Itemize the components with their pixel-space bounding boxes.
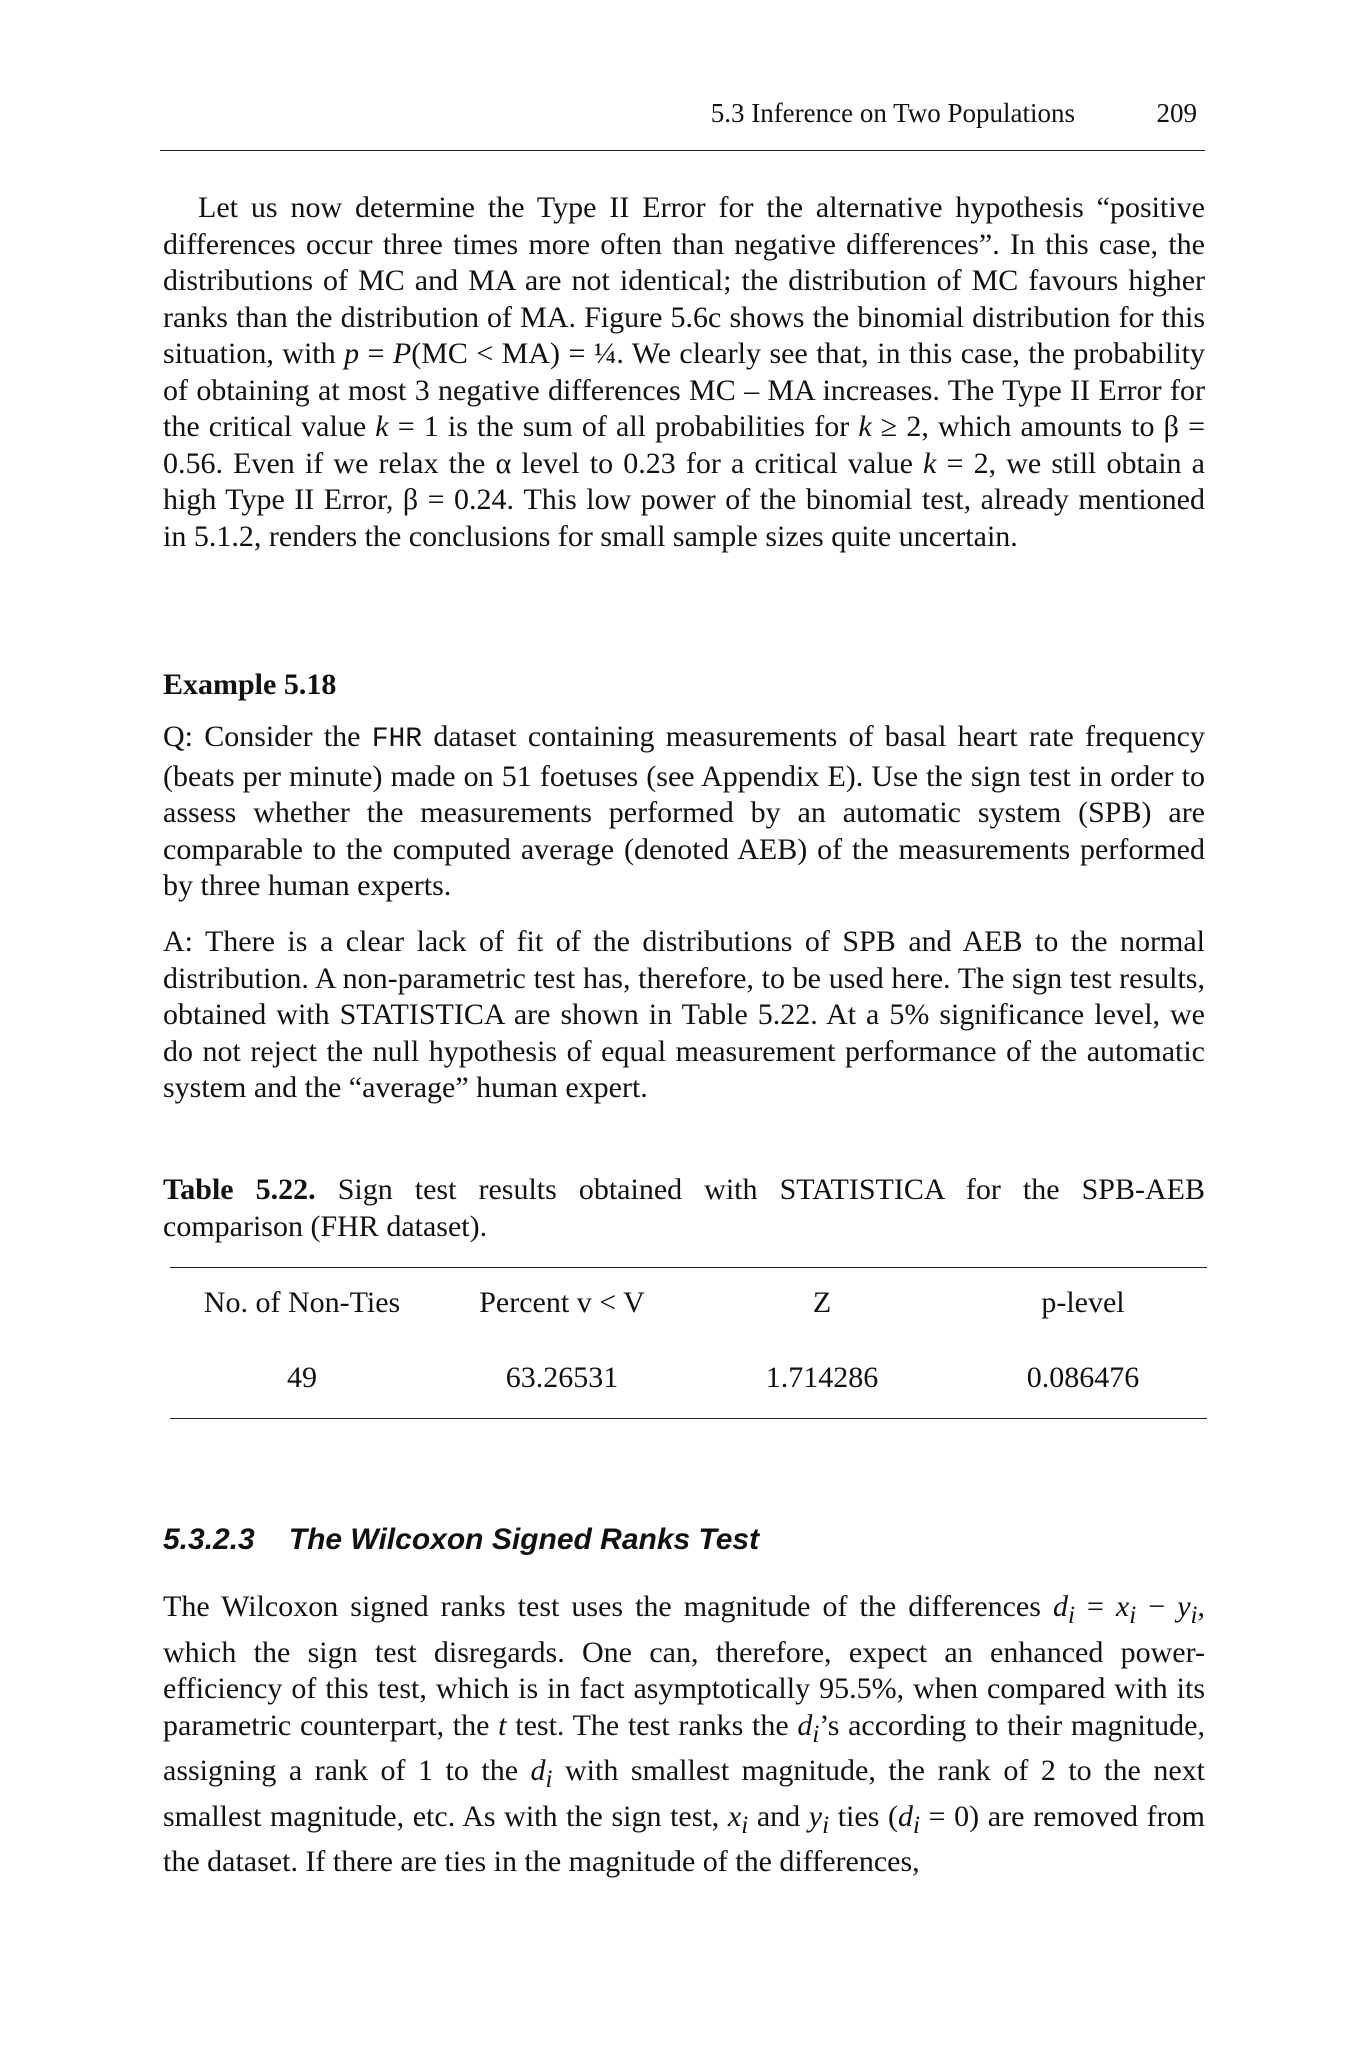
table-caption: Table 5.22. Sign test results obtained with STATISTICA for the SPB-AEB comparison (FHR dataset). <box>163 1173 1205 1243</box>
example-title: Example 5.18 <box>163 668 337 701</box>
dataset-name: FHR <box>371 724 423 755</box>
table-header-cell: Percent v < V <box>479 1286 645 1319</box>
running-header <box>160 98 1205 151</box>
running-title: 5.3 Inference on Two Populations <box>710 98 1075 128</box>
table-cell: 63.26531 <box>505 1361 619 1394</box>
table-header-cell: Z <box>812 1286 832 1319</box>
section-title: The Wilcoxon Signed Ranks Test <box>288 1523 760 1556</box>
table-cell: 49 <box>287 1361 317 1394</box>
example-question: Q: Consider the FHR dataset containing measurements of basal heart rate frequency (beats per minute) made on 51 foetuses (see Appendix E). Use the sign test in order to assess whether the measurements performed by an automatic system (SPB) are comparable to the computed average (denoted AEB) of the measurements performed by three human experts. <box>163 720 1205 902</box>
paragraph-wilcoxon: The Wilcoxon signed ranks test uses the magnitude of the differences $d_i = x_i - y_i$, which the sign test disregards. One can, therefore, expect an enhanced power-efficiency of this test, which is in fact asymptotically 95.5%, when compared with its parametric counterpart, the t test. The test ranks the $d_i’s$ according to their magnitude, assigning a rank of 1 to the $d_i$ with smallest magnitude, the rank of 2 to the next smallest magnitude, etc. As with the sign test, $x_i$ and $y_i$ ties $(d_i = 0)$ are removed from the dataset. If there are ties in the magnitude of the differences, <box>163 1590 1205 1878</box>
table-row <box>170 1361 1207 1401</box>
section-heading <box>163 1523 759 1557</box>
table-header-cell: No. of Non-Ties <box>203 1286 401 1319</box>
table-header-row <box>170 1286 1207 1326</box>
paragraph-type-ii-error: Let us now determine the Type II Error for the alternative hypothesis “positive differences occur three times more often than negative differences”. In this case, the distributions of MC and MA are not identical; the distribution of MC favours higher ranks than the distribution of MA. Figure 5.6c shows the binomial distribution for this situation, with p = P(MC < MA) = ¼. We clearly see that, in this case, the probability of obtaining at most 3 negative differences MC – MA increases. The Type II Error for the critical value k = 1 is the sum of all probabilities for k ≥ 2, which amounts to β = 0.56. Even if we relax the α level to 0.23 for a critical value k = 2, we still obtain a high Type II Error, β = 0.24. This low power of the binomial test, already mentioned in 5.1.2, renders the conclusions for small sample sizes quite uncertain. <box>163 191 1205 553</box>
page-number: 209 <box>1156 98 1197 128</box>
table-cell: 0.086476 <box>1026 1361 1140 1394</box>
table-header-cell: p-level <box>1041 1286 1125 1319</box>
section-number: 5.3.2.3 <box>163 1523 255 1556</box>
table-cell: 1.714286 <box>765 1361 879 1394</box>
example-answer: A: There is a clear lack of fit of the distributions of SPB and AEB to the normal distribution. A non-parametric test has, therefore, to be used here. The sign test results, obtained with STATISTICA are shown in Table 5.22. At a 5% significance level, we do not reject the null hypothesis of equal measurement performance of the automatic system and the “average” human expert. <box>163 925 1205 1104</box>
sign-test-table <box>170 1267 1207 1419</box>
